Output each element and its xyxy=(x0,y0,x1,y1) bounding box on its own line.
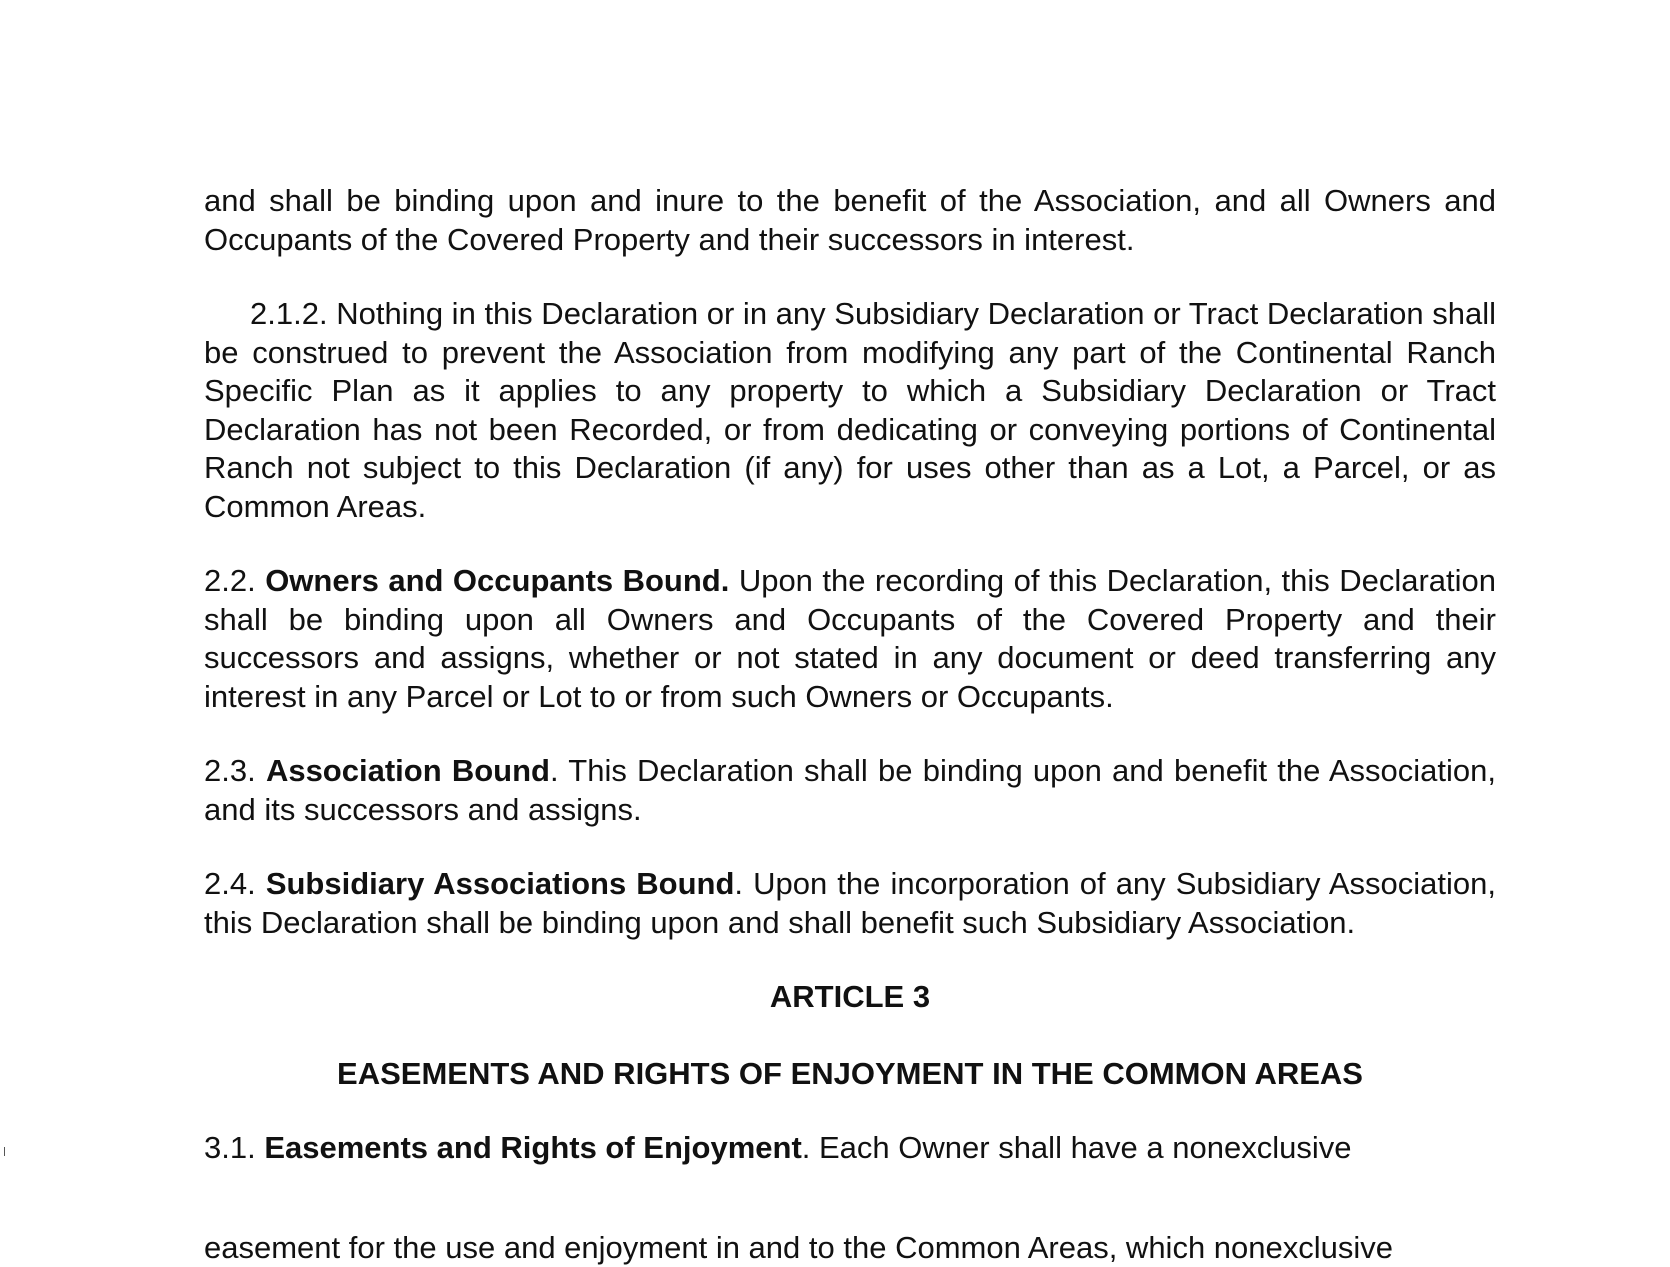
section-number: 3.1. xyxy=(204,1130,256,1165)
section-2-4 xyxy=(204,865,1496,942)
section-2-1-2 xyxy=(204,295,1496,526)
section-2-3 xyxy=(204,752,1496,829)
section-title: Owners and Occupants Bound. xyxy=(265,563,730,598)
section-title: Subsidiary Associations Bound xyxy=(265,866,735,901)
margin-mark xyxy=(4,1147,5,1156)
cropped-text-line xyxy=(204,1225,1496,1265)
continuation-paragraph: and shall be binding upon and inure to the benefit of the Association, and all Owners and Occupants of the Covered Property and their successors in interest. xyxy=(204,183,1496,257)
section-title: Easements and Rights of Enjoyment xyxy=(264,1130,802,1165)
section-number: 2.1.2. xyxy=(250,296,328,331)
section-number: 2.2. xyxy=(204,563,256,598)
section-text: Upon the recording of this Declaration, this Declaration shall be binding upon all Owners and Occupants of the Covered Property and their successors and assigns, whether or not stated in any document or deed transferring any interest in any Parcel or Lot to or from such Owners or Occupants. xyxy=(204,563,1497,714)
section-number: 2.4. xyxy=(204,866,256,901)
section-text: . Each Owner shall have a nonexclusive xyxy=(801,1130,1352,1165)
document-page xyxy=(204,182,1496,1168)
article-label: ARTICLE 3 xyxy=(769,979,931,1014)
section-text: . Upon the incorporation of any Subsidiary Association, this Declaration shall be binding upon and shall benefit such Subsidiary Association. xyxy=(204,866,1497,940)
section-text: Nothing in this Declaration or in any Subsidiary Declaration or Tract Declaration shall be construed to prevent the Association from modifying any part of the Continental Ranch Specific Plan as it applies to any property to which a Subsidiary Declaration or Tract Declaration has not been Recorded, or from dedicating or conveying portions of Continental Ranch not subject to this Declaration (if any) for uses other than as a Lot, a Parcel, or as Common Areas. xyxy=(204,296,1496,524)
section-number: 2.3. xyxy=(204,753,256,788)
article-title: EASEMENTS AND RIGHTS OF ENJOYMENT IN THE COMMON AREAS xyxy=(337,1055,1363,1091)
section-title: Association Bound xyxy=(265,753,550,788)
section-3-1 xyxy=(204,1129,1496,1168)
section-2-2 xyxy=(204,562,1496,716)
cropped-text: easement for the use and enjoyment in and to the Common Areas, which nonexclusive xyxy=(204,1230,1394,1265)
section-text: . This Declaration shall be binding upon and benefit the Association, and its successors and assigns. xyxy=(204,753,1497,827)
